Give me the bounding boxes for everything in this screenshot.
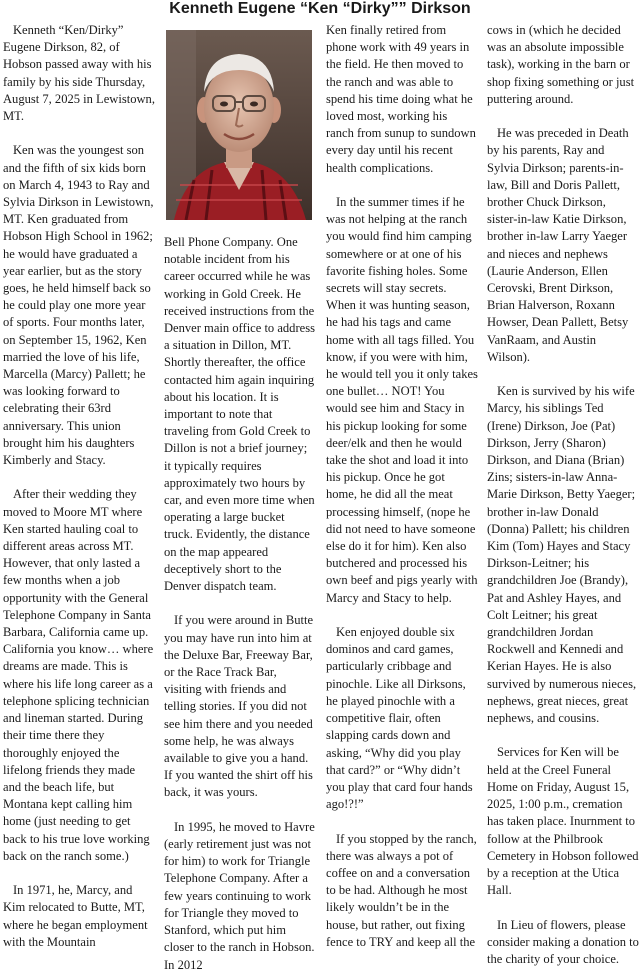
paragraph: He was preceded in Death by his parents, Ray and Sylvia Dirkson; parents-in-law, Bill and Doris Pallett, brother Chuck Dirkson, sister-in-law Katie Dirkson, brother in-law Larry Yaeger and nieces and nephews (Laurie Anderson, Ellen Cerovski, Brent Dirkson, Brian Halverson, Roxann Howser, Dean Pallett, Betsy VanRaam, and Austin Wilson). bbox=[487, 126, 629, 364]
headline: Kenneth Eugene “Ken “Dirky”” Dirkson bbox=[169, 0, 471, 17]
paragraph: Ken enjoyed double six dominos and card games, particularly cribbage and pinochle. Like all Dirksons, he played pinochle with a competitive flair, often slapping cards down and asking, “Why did you play that card?” or “Why didn’t you play that card four hands ago!?!” bbox=[326, 625, 473, 812]
paragraph: If you stopped by the ranch, there was always a pot of coffee on and a conversation to be had. Although he most likely wouldn’t be in the house, but rather, out fixing fence to TRY and keep all the bbox=[326, 831, 477, 949]
column-3 bbox=[326, 22, 478, 951]
paragraph: Ken is survived by his wife Marcy, his siblings Ted (Irene) Dirkson, Joe (Pat) Dirkson, Jerry (Sharon) Dirkson, and Diana (Brian) Zins; sisters-in-law Anna-Marie Dirkson, Betty Yaeger; brother in-law Donald (Donna) Pallett; his children Kim (Tom) Hayes and Stacy Dirkson-Leitner; his grandchildren Joe (Brandy), Pat and Ashley Hayes, and Colt Leitner; his great grandchildren Jordan Rockwell and Kennedi and Kerian Hayes. He is also survived by numerous nieces, nephews, great nieces, great nephews, and cousins. bbox=[487, 384, 637, 726]
paragraph: cows in (which he decided was an absolute impossible task), working in the barn or shop fixing something or just puttering around. bbox=[487, 23, 635, 106]
paragraph: Kenneth “Ken/Dirky” Eugene Dirkson, 82, of Hobson passed away with his family by his side Thursday, August 7, 2025 in Lewistown, MT. bbox=[3, 23, 155, 124]
paragraph: In Lieu of flowers, please consider making a donation to the charity of your choice. bbox=[487, 917, 639, 966]
paragraph: In 1995, he moved to Havre (early retirement just was not for him) to work for Triangle Telephone Company. After a few years continuing to work for Triangle they moved to Stanford, which put him closer to the ranch in Hobson. In 2012 bbox=[164, 819, 315, 972]
paragraph: If you were around in Butte you may have run into him at the Deluxe Bar, Freeway Bar, or the Race Track Bar, visiting with friends and telling stories. If you did not see him there and you needed some help, he was always available to give you a hand. If you wanted the shirt off his back, it was yours. bbox=[164, 613, 314, 800]
paragraph: Ken was the youngest son and the fifth of six kids born on March 4, 1943 to Ray and Sylvia Dirkson in Lewistown, MT. Ken graduated from Hobson High School in 1962; he would have graduated a year earlier, but as the story goes, he held himself back so he could play one more year of sports. Four months later, on September 15, 1962, Ken married the love of his life, Marcella (Marcy) Pallett; he was looking forward to celebrating their 63rd anniversary. This union brought him his daughters Kimberly and Stacy. bbox=[3, 143, 154, 468]
paragraph: Bell Phone Company. One notable incident from his career occurred while he was working in Gold Creek. He received instructions from the Denver main office to address a situation in Dillon, MT. Shortly thereafter, the office contacted him again inquiring about his location. It is important to note that traveling from Gold Creek to Dillon is not a brief journey; it typically requires approximately two hours by car, and even more time when operating a large bucket truck. Evidently, the distance on the map appeared deceptively short to the Denver dispatch team. bbox=[164, 235, 315, 594]
column-4 bbox=[487, 22, 639, 968]
paragraph: Services for Ken will be held at the Creel Funeral Home on Friday, August 15, 2025, 1:00 p.m., cremation has taken place. Inurnment to follow at the Philbrook Cemetery in Hobson followed by a reception at the Utica Hall. bbox=[487, 745, 639, 898]
portrait-photo bbox=[166, 30, 312, 220]
paragraph: After their wedding they moved to Moore MT where Ken started hauling coal to different areas across MT. However, that only lasted a few months when a job opportunity with the General Telephone Company in Santa Barbara, California came up. California you know… where dreams are made. This is where his life long career as a telephone splicing technician and lineman started. During their time there they thoroughly enjoyed the lifelong friends they made and the beach life, but Montana kept calling him home (just needing to get back to his true love working back on the ranch some.) bbox=[3, 487, 154, 863]
paragraph: Ken finally retired from phone work with 49 years in the field. He then moved to the ranch and was able to spend his time doing what he loved most, working his ranch from sunup to sundown every day until his recent health complications. bbox=[326, 23, 476, 175]
paragraph: In the summer times if he was not helping at the ranch you would find him camping somewhere or at one of his favorite fishing holes. Some secrets will stay secrets. When it was hunting season, he had his tags and came home with all tags filled. You know, if you were with him, he would tell you it only takes one bullet… NOT! You would see him and Stacy in his pickup looking for some deer/elk and then he would take the shot and load it into his pickup. Once he got home, he did all the meat processing himself, (nope he did not need to have someone else do it for him). Ken also butchered and processed his own beef and pigs yearly with Marcy and Stacy to help. bbox=[326, 195, 478, 605]
portrait-illustration bbox=[166, 30, 312, 220]
column-2 bbox=[164, 22, 316, 974]
column-1 bbox=[3, 22, 155, 951]
paragraph: In 1971, he, Marcy, and Kim relocated to Butte, MT, where he began employment with the Mountain bbox=[3, 883, 148, 949]
